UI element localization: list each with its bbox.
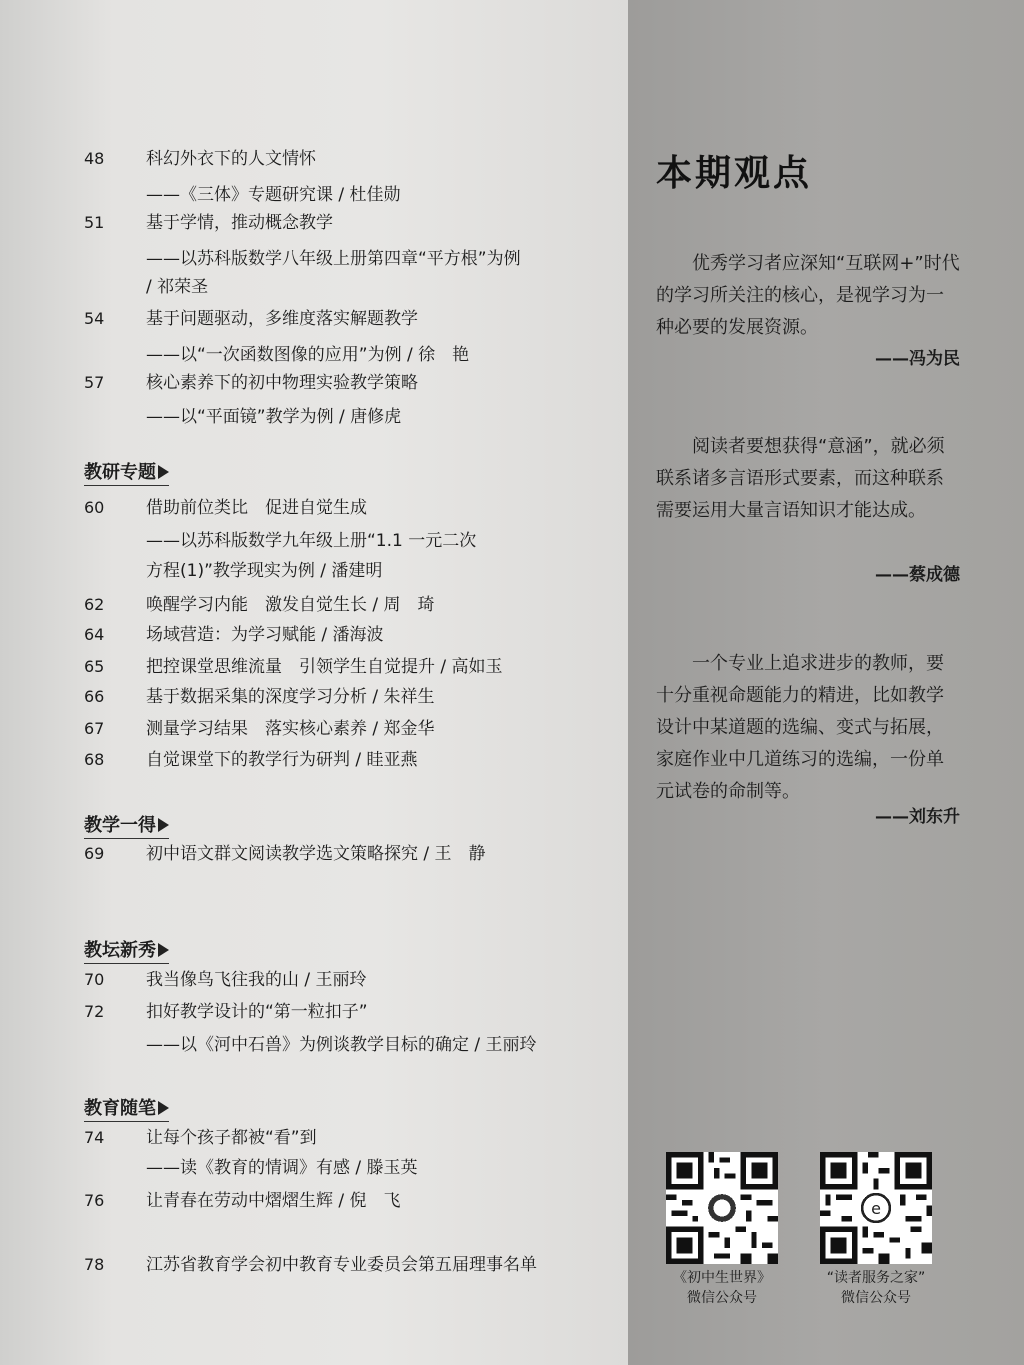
entry-author: / 祁荣圣 [146,277,209,297]
entry-title: 扣好教学设计的“第一粒扣子” [146,1002,368,1022]
entry-subtitle: ——读《教育的情调》有感 / 滕玉英 [146,1158,418,1178]
entry-title: 借助前位类比 促进自觉生成 [146,498,367,518]
qr-code-icon[interactable] [666,1152,778,1264]
entry-subtitle: ——以苏科版数学九年级上册“1.1 一元二次 [146,531,477,551]
page-number: 57 [84,373,105,392]
page-number: 54 [84,309,105,328]
section-heading [84,815,169,839]
section-heading [84,462,169,486]
section-title: 教学一得 [84,815,156,836]
entry-title: 自觉课堂下的教学行为研判 / 眭亚燕 [146,750,418,770]
entry-title: 江苏省教育学会初中教育专业委员会第五届理事名单 [146,1255,537,1275]
quote-text: 优秀学习者应深知“互联网+”时代的学习所关注的核心，是视学习为一种必要的发展资源。 [656,253,960,338]
entry-title: 唤醒学习内能 激发自觉生长 / 周 琦 [146,595,435,615]
quote-text: 一个专业上追求进步的教师，要十分重视命题能力的精进，比如教学设计中某道题的选编、变式与拓展，家庭作业中几道练习的选编，一份单元试卷的命制等。 [656,653,944,802]
sidebar-heading: 本期观点 [656,152,813,194]
qr-caption [647,1268,797,1308]
section-title: 教育随笔 [84,1098,156,1119]
page-number: 78 [84,1255,105,1274]
entry-subtitle: ——以“一次函数图像的应用”为例 / 徐 艳 [146,345,470,365]
page-number: 48 [84,149,105,168]
entry-title: 场域营造：为学习赋能 / 潘海波 [146,625,384,645]
section-heading [84,940,169,964]
quote-author: ——冯为民 [875,349,960,369]
page-number: 60 [84,498,105,517]
page-number: 70 [84,970,105,989]
quote-text: 阅读者要想获得“意涵”，就必须联系诸多言语形式要素，而这种联系需要运用大量言语知识才能达成。 [656,436,945,521]
page-number: 74 [84,1128,105,1147]
entry-author: 方程(1)”教学现实为例 / 潘建明 [146,561,383,581]
entry-title: 初中语文群文阅读教学选文策略探究 / 王 静 [146,844,486,864]
qr-caption-line: 微信公众号 [841,1290,911,1306]
entry-title: 把控课堂思维流量 引领学生自觉提升 / 高如玉 [146,657,503,677]
page-number: 65 [84,657,105,676]
triangle-icon [158,943,169,957]
entry-title: 让青春在劳动中熠熠生辉 / 倪 飞 [146,1191,401,1211]
quote-author: ——刘东升 [875,807,960,827]
entry-subtitle: ——以“平面镜”教学为例 / 唐修虎 [146,407,402,427]
qr-caption-line: 《初中生世界》 [673,1270,771,1286]
page-number: 69 [84,844,105,863]
entry-title: 基于学情，推动概念教学 [146,213,333,233]
section-title: 教坛新秀 [84,940,156,961]
page-number: 76 [84,1191,105,1210]
page-number: 72 [84,1002,105,1021]
page-number: 64 [84,625,105,644]
entry-title: 我当像鸟飞往我的山 / 王丽玲 [146,970,367,990]
qr-caption-line: “读者服务之家” [826,1270,926,1286]
qr-caption-line: 微信公众号 [687,1290,757,1306]
qr-code-icon[interactable] [820,1152,932,1264]
entry-title: 基于问题驱动，多维度落实解题教学 [146,309,418,329]
page-number: 62 [84,595,105,614]
section-heading [84,1098,169,1122]
page-number: 51 [84,213,105,232]
page-number: 68 [84,750,105,769]
entry-title: 基于数据采集的深度学习分析 / 朱祥生 [146,687,435,707]
entry-subtitle: ——以《河中石兽》为例谈教学目标的确定 / 王丽玲 [146,1035,537,1055]
triangle-icon [158,818,169,832]
entry-title: 测量学习结果 落实核心素养 / 郑金华 [146,719,435,739]
triangle-icon [158,465,169,479]
entry-title: 科幻外衣下的人文情怀 [146,149,316,169]
page-number: 66 [84,687,105,706]
entry-subtitle: ——以苏科版数学八年级上册第四章“平方根”为例 [146,249,521,269]
entry-title: 核心素养下的初中物理实验教学策略 [146,373,418,393]
entry-title: 让每个孩子都被“看”到 [146,1128,317,1148]
svg-text:e: e [871,1198,881,1218]
qr-caption [801,1268,951,1308]
page-number: 67 [84,719,105,738]
entry-subtitle: ——《三体》专题研究课 / 杜佳勋 [146,185,401,205]
quote-author: ——蔡成德 [875,565,960,585]
section-title: 教研专题 [84,462,156,483]
triangle-icon [158,1101,169,1115]
